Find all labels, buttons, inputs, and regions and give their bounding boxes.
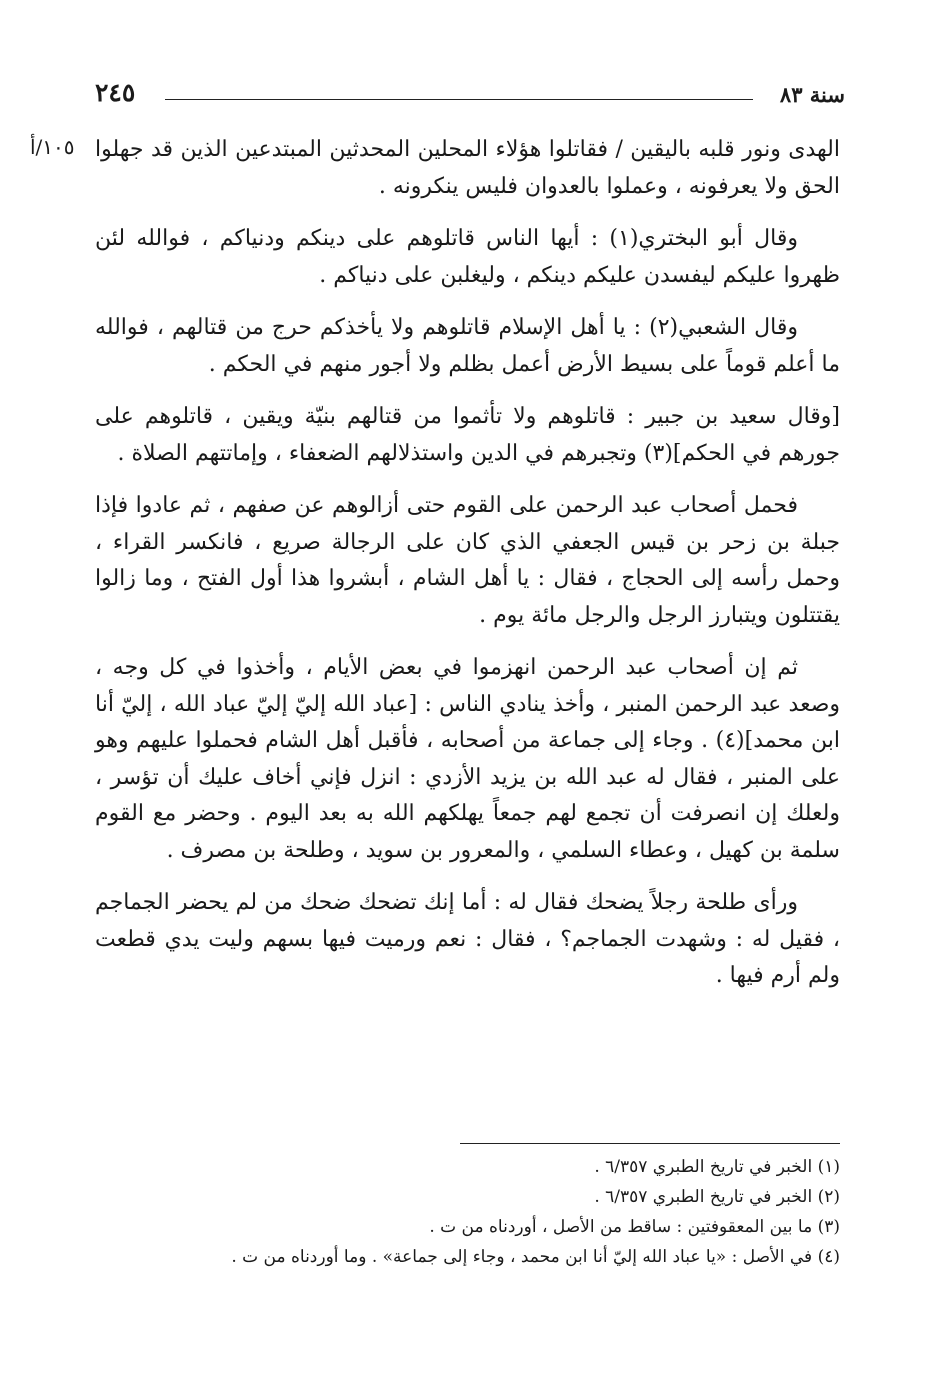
footnotes (231, 1152, 840, 1272)
paragraph-4: [وقال سعيد بن جبير : قاتلوهم ولا تأثموا من قتالهم بنيّة ويقين ، قاتلوهم على جورهم في الحكم](٣) وتجبرهم في الدين واستذلالهم الضعفاء ، وإماتتهم الصلاة . (95, 404, 840, 466)
paragraph-1: الهدى ونور قلبه باليقين / فقاتلوا هؤلاء المحلين المحدثين المبتدعين الذين قد جهلوا الحق ولا يعرفونه ، وعملوا بالعدوان فليس ينكرونه . (95, 137, 840, 199)
paragraph-3: وقال الشعبي(٢) : يا أهل الإسلام قاتلوهم ولا يأخذكم حرج من قتالهم ، فوالله ما أعلم قوماً على بسيط الأرض أعمل بظلم ولا أجور منهم في الحكم . (95, 315, 840, 377)
page-number: ٢٤٥ (95, 78, 136, 107)
paragraph-7: ورأى طلحة رجلاً يضحك فقال له : أما إنك تضحك ضحك من لم يحضر الجماجم ، فقيل له : وشهدت الجماجم؟ ، فقال : نعم ورميت فيها بسهم وليت يدي قطعت ولم أرم فيها . (95, 890, 840, 988)
footnote-1: (١) الخبر في تاريخ الطبري ٦/٣٥٧ . (594, 1157, 840, 1177)
paragraph-6: ثم إن أصحاب عبد الرحمن انهزموا في بعض الأيام ، وأخذوا في كل وجه ، وصعد عبد الرحمن المنبر ، وأخذ ينادي الناس : [عباد الله إليّ إليّ عباد الله ، إليّ أنا ابن محمد](٤) . وجاء إلى جماعة من أصحابه ، فأقبل أهل الشام فحملوا عليهم وهو على المنبر ، فقال له عبد الله بن يزيد الأزدي : انزل فإني أخاف عليك أن تؤسر ، ولعلك إن انصرفت أن تجمع لهم جمعاً يهلكهم الله به بعد اليوم . وحضر مع القوم سلمة بن كهيل ، وعطاء السلمي ، والمعرور بن سويد ، وطلحة بن مصرف . (95, 655, 840, 863)
paragraph-5: فحمل أصحاب عبد الرحمن على القوم حتى أزالوهم عن صفهم ، ثم عادوا فإذا جبلة بن زحر بن قيس الجعفي الذي كان على الرجالة صريع ، فانكسر القراء ، وحمل رأسه إلى الحجاج ، فقال : يا أهل الشام ، أبشروا هذا أول الفتح ، وما زالوا يقتتلون ويتبارز الرجل والرجل مائة يوم . (95, 493, 840, 628)
footnote-4: (٤) في الأصل : «يا عباد الله إليّ أنا ابن محمد ، وجاء إلى جماعة» . وما أوردناه من ت . (231, 1247, 840, 1267)
footnote-separator (460, 1143, 840, 1144)
header-rule (165, 99, 753, 100)
header-year-label: سنة ٨٣ (779, 82, 845, 107)
footnote-3: (٣) ما بين المعقوفتين : ساقط من الأصل ، أوردناه من ت . (429, 1217, 840, 1237)
running-header (95, 72, 845, 112)
manuscript-folio-note: ١٠٥/أ (30, 135, 75, 159)
paragraph-2: وقال أبو البختري(١) : أيها الناس قاتلوهم على دينكم ودنياكم ، فوالله لئن ظهروا عليكم ليفسدن عليكم دينكم ، وليغلبن على دنياكم . (95, 226, 840, 288)
main-text (95, 132, 840, 1011)
footnote-2: (٢) الخبر في تاريخ الطبري ٦/٣٥٧ . (594, 1187, 840, 1207)
